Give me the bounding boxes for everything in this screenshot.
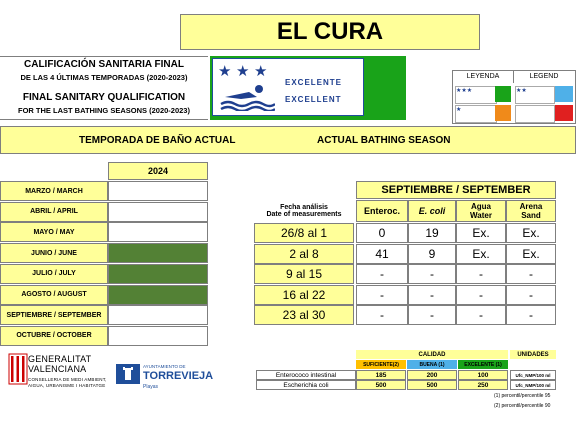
month-label: AGOSTO / AUGUST [0, 285, 108, 305]
legend-swatch-good [555, 86, 573, 102]
gva-line1: GENERALITAT [28, 354, 92, 364]
month-label: JULIO / JULY [0, 264, 108, 284]
month-label: MARZO / MARCH [0, 181, 108, 201]
swimmer-icon [219, 83, 275, 111]
year-header: 2024 [108, 162, 208, 180]
analysis-sand: - [506, 285, 556, 305]
threshold-buena: 200 [407, 370, 457, 380]
month-row [0, 181, 210, 201]
analysis-enteroc: 41 [356, 244, 408, 264]
month-row [0, 202, 210, 222]
month-label: JUNIO / JUNE [0, 243, 108, 263]
analysis-date: 2 al 8 [254, 244, 354, 264]
gva-shield-icon [8, 352, 28, 392]
unidades-header: UNIDADES [510, 350, 556, 359]
torrevieja-sub: Playas [143, 384, 159, 390]
threshold-suficiente: 185 [356, 370, 406, 380]
month-label: SEPTIEMBRE / SEPTEMBER [0, 305, 108, 325]
analysis-water: - [456, 305, 506, 325]
calidad-header: CALIDAD [356, 350, 508, 359]
month-label: ABRIL / APRIL [0, 202, 108, 222]
month-row [0, 305, 210, 325]
legend-swatch-sufficient [495, 105, 511, 121]
col-excelente-header: EXCELENTE (1) [458, 360, 508, 369]
page-title: EL CURA [180, 14, 480, 50]
month-row [0, 264, 210, 284]
torrevieja-logo [116, 364, 140, 384]
legend-badge-icon: ★★ [515, 86, 555, 104]
month-status-cell [108, 305, 208, 325]
analysis-sand: - [506, 264, 556, 284]
gva-sub1: CONSELLERIA DE MEDI AMBIENT, [28, 377, 107, 382]
col-ecoli-header: E. coli [408, 200, 456, 222]
tower-icon [116, 364, 140, 384]
month-label: MAYO / MAY [0, 222, 108, 242]
month-row [0, 326, 210, 346]
col-date-en: Date of measurements [266, 211, 342, 218]
col-date-es: Fecha análisis [280, 204, 328, 211]
threshold-excelente: 250 [458, 380, 508, 390]
season-label-en: ACTUAL BATHING SEASON [317, 135, 451, 146]
season-label-es: TEMPORADA DE BAÑO ACTUAL [79, 135, 236, 146]
qualification-header [0, 56, 208, 120]
torrevieja-small: AYUNTAMIENTO DE [143, 364, 186, 369]
footnote-2: (2) percentil/percentile 90 [494, 403, 551, 409]
threshold-excelente: 100 [458, 370, 508, 380]
analysis-enteroc: - [356, 305, 408, 325]
analysis-ecoli: - [408, 264, 456, 284]
col-water-header [456, 200, 506, 222]
analysis-date: 9 al 15 [254, 264, 354, 284]
torrevieja-name: TORREVIEJA [143, 370, 214, 382]
parameter-name: Escherichia coli [256, 380, 356, 390]
legend-badge-icon: ★ [455, 105, 497, 123]
legend-badge-icon [515, 105, 555, 123]
header-sub-es: DE LAS 4 ÚLTIMAS TEMPORADAS (2020-2023) [20, 73, 188, 82]
badge-text-es: EXCELENTE [285, 78, 343, 87]
badge-panel [212, 58, 364, 116]
threshold-suficiente: 500 [356, 380, 406, 390]
analysis-ecoli: - [408, 285, 456, 305]
star-icon: ★ [218, 63, 232, 80]
gva-logo [8, 352, 28, 392]
header-line-en: FINAL SANITARY QUALIFICATION [22, 92, 186, 103]
month-status-cell [108, 202, 208, 222]
gva-line2: VALENCIANA [28, 364, 87, 374]
col-buena-header: BUENA (1) [407, 360, 457, 369]
header-sub-en: FOR THE LAST BATHING SEASONS (2020-2023) [18, 106, 190, 115]
gva-sub2: AIGUA, URBANISME I HABITATGE [28, 383, 106, 388]
analysis-month-title: SEPTIEMBRE / SEPTEMBER [356, 181, 556, 199]
header-line-es: CALIFICACIÓN SANITARIA FINAL [24, 59, 184, 70]
analysis-water: - [456, 285, 506, 305]
col-water-es: Agua [471, 202, 491, 211]
col-sand-es: Arena [519, 202, 543, 211]
current-season-band [0, 126, 576, 154]
analysis-ecoli: 9 [408, 244, 456, 264]
unit-cell: Ufc_NMP/100 ml [510, 370, 556, 380]
legend-label-en: LEGEND [529, 73, 559, 80]
col-sand-en: Sand [521, 211, 541, 220]
analysis-water: - [456, 264, 506, 284]
analysis-enteroc: 0 [356, 223, 408, 243]
star-icon: ★ [236, 63, 250, 80]
month-status-cell [108, 285, 208, 305]
col-suficiente-header: SUFICIENTE(2) [356, 360, 406, 369]
analysis-sand: Ex. [506, 223, 556, 243]
col-water-en: Water [470, 211, 492, 220]
legend-badge-icon: ★★★ [455, 86, 497, 104]
legend [452, 70, 576, 124]
threshold-buena: 500 [407, 380, 457, 390]
legend-label-es: LEYENDA [453, 71, 514, 83]
col-sand-header [506, 200, 556, 222]
analysis-water: Ex. [456, 244, 506, 264]
month-row [0, 222, 210, 242]
month-row [0, 285, 210, 305]
month-label: OCTUBRE / OCTOBER [0, 326, 108, 346]
gva-wordmark [28, 354, 107, 389]
month-status-cell [108, 243, 208, 263]
star-icon: ★ [254, 63, 268, 80]
analysis-date: 16 al 22 [254, 285, 354, 305]
analysis-ecoli: 19 [408, 223, 456, 243]
legend-swatch-poor [555, 105, 573, 121]
analysis-date: 26/8 al 1 [254, 223, 354, 243]
col-date-header [254, 200, 354, 222]
month-status-cell [108, 326, 208, 346]
analysis-sand: - [506, 305, 556, 325]
analysis-sand: Ex. [506, 244, 556, 264]
analysis-ecoli: - [408, 305, 456, 325]
badge-text-en: EXCELLENT [285, 95, 342, 104]
footnote-1: (1) percentil/percentile 95 [494, 393, 551, 399]
month-status-cell [108, 264, 208, 284]
month-row [0, 243, 210, 263]
month-status-cell [108, 181, 208, 201]
analysis-date: 23 al 30 [254, 305, 354, 325]
unit-cell: Ufc_NMP/100 ml [510, 380, 556, 390]
col-enteroc-header: Enteroc. [356, 200, 408, 222]
legend-swatch-excellent [495, 86, 511, 102]
analysis-water: Ex. [456, 223, 506, 243]
parameter-name: Enterococo intestinal [256, 370, 356, 380]
analysis-enteroc: - [356, 285, 408, 305]
month-status-cell [108, 222, 208, 242]
analysis-enteroc: - [356, 264, 408, 284]
